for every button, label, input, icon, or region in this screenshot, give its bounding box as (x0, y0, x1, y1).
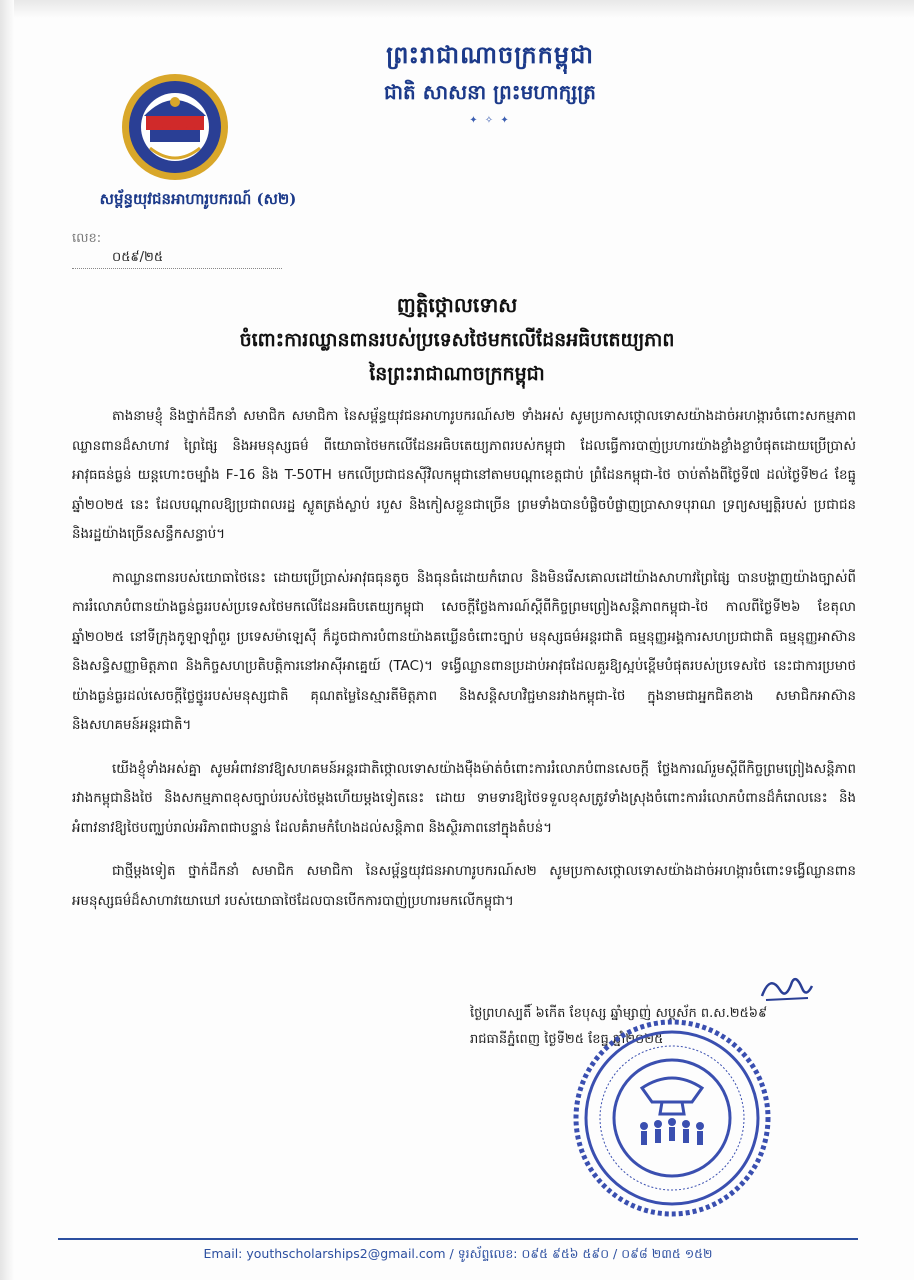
document-title (60, 292, 854, 390)
paragraph-3: យើងខ្ញុំទាំងអស់គ្នា សូមអំពាវនាវឱ្យសហគមន៍អន្តរជាតិថ្កោលទោសយ៉ាងម៉ឺងម៉ាត់ចំពោះការរំលោភបំពានសេចក្តី ថ្លែងការណ៍រួមស្តីពីកិច្ចព្រមព្រៀងសន្តិភាពរវាងកម្ពុជានិងថៃ និងសកម្មភាពខុសច្បាប់របស់ថៃម្តងហើយម្តងទៀតនេះ ដោយ ទាមទារឱ្យថៃទទួលខុសត្រូវទាំងស្រុងចំពោះការរំលោភបំពានដ៏កំរោលនេះ និងអំពាវនាវឱ្យថៃបញ្ឈប់រាល់អរិភាពជាបន្ទាន់ ដែលគំរាមកំហែងដល់សន្តិភាព និងស្ថិរភាពនៅក្នុងតំបន់។ (72, 761, 856, 836)
header-ornament: ✦ ✧ ✦ (469, 115, 511, 126)
title-line-2: ចំពោះការឈ្លានពានរបស់ប្រទេសថៃមកលើដែនអធិបតេយ្យភាព (239, 329, 675, 351)
kingdom-header (340, 40, 640, 126)
document-body (72, 402, 856, 930)
reference-number-line (72, 230, 312, 269)
organization-name: សម្ព័ន្ធយុវជនអាហារូបករណ៍ (ស២) (99, 190, 297, 208)
reference-label: លេខ: (72, 231, 102, 246)
kingdom-name: ព្រះរាជាណាចក្រកម្ពុជា (386, 40, 594, 69)
scan-shadow-top (0, 0, 914, 18)
organization-emblem (120, 72, 230, 182)
national-motto: ជាតិ សាសនា ព្រះមហាក្សត្រ (384, 80, 596, 104)
footer-divider (58, 1238, 858, 1240)
paragraph-2: កាឈ្លានពានរបស់យោធាថៃនេះ ដោយប្រើប្រាស់អាវុធធុនតូច និងធុនធំដោយកំរោល និងមិនរើសគោលដៅយ៉ាងសាហាវព្រៃផ្សៃ បានបង្ហាញយ៉ាងច្បាស់ពីការរំលោភបំពានយ៉ាងធ្ងន់ធ្ងររបស់ប្រទេសថៃមកលើដែនអធិបតេយ្យកម្ពុជា សេចក្តីថ្លែងការណ៍ស្តីពីកិច្ចព្រមព្រៀងសន្តិភាពកម្ពុជា-ថៃ កាលពីថ្ងៃទី២៦ ខែតុលា ឆ្នាំ២០២៥ នៅទីក្រុងកូឡាឡាំពួរ ប្រទេសម៉ាឡេស៊ី ក៏ដូចជាការបំពានយ៉ាងគឃ្លើនចំពោះច្បាប់ មនុស្សធម៌អន្តរជាតិ ធម្មនុញ្ញអង្គការសហប្រជាជាតិ ធម្មនុញ្ញអាស៊ាន និងសន្ធិសញ្ញាមិត្តភាព និងកិច្ចសហប្រតិបត្តិការនៅអាស៊ីអាគ្នេយ៍ (TAC)។ ទង្វើឈ្លានពានប្រដាប់អាវុធដែលគួរឱ្យស្អប់ខ្ពើមបំផុតរបស់ប្រទេសថៃ នេះជាការប្រមាថយ៉ាងធ្ងន់ធ្ងរដល់សេចក្តីថ្លៃថ្នូររបស់មនុស្សជាតិ គុណតម្លៃនៃស្មារតីមិត្តភាព និងសន្តិសហវិជ្ជមានរវាងកម្ពុជា-ថៃ ក្នុងនាមជាអ្នកជិតខាង សមាជិកអាស៊ាន និងសហគមន៍អន្តរជាតិ។ (72, 570, 856, 733)
lunar-date: ថ្ងៃព្រហស្បតិ៍ ៦កើត ខែបុស្ស ឆ្នាំម្សាញ់ សប្តស័ក ព.ស.២៥៦៩ (470, 1006, 768, 1021)
scan-shadow-left (0, 0, 14, 1280)
paragraph-4: ជាថ្មីម្តងទៀត ថ្នាក់ដឹកនាំ សមាជិក សមាជិកា នៃសម្ព័ន្ធយុវជនអាហារូបករណ៍ស២ សូមប្រកាសថ្កោលទោសយ៉ាងដាច់អហង្ការចំពោះទង្វើឈ្លានពានអមនុស្សធម៌ដ៏សាហាវយោឃៅ របស់យោធាថៃដែលបានបើកការបាញ់ប្រហារមកលើកម្ពុជា។ (72, 864, 856, 909)
footer-contact: Email: youthscholarships2@gmail.com / ទូរស័ព្ទលេខ: ០៩៥ ៩៥៦ ៥៩០ / ០៩៨ ២៣៥ ១៥២ (203, 1246, 713, 1261)
title-line-1: ញត្តិថ្កោលទោស (396, 293, 518, 317)
paragraph-1: តាងនាមខ្ញុំ និងថ្នាក់ដឹកនាំ សមាជិក សមាជិកា នៃសម្ព័ន្ធយុវជនអាហារូបករណ៍ស២ ទាំងអស់ សូមប្រកាសថ្កោលទោសយ៉ាងដាច់អហង្ការចំពោះសកម្មភាពឈ្លានពានដ៏សាហាវ ព្រៃផ្សៃ និងអមនុស្សធម៌ ពីយោធាថៃមកលើដែនអធិបតេយ្យភាពរបស់កម្ពុជា ដែលធ្វើការបាញ់ប្រហារយ៉ាងខ្លាំងខ្លាបំផុតដោយប្រើប្រាស់ អាវុធធន់ធ្ងន់ យន្តហោះចម្បាំង F-16 និង T-50TH មកលើប្រជាជនស៊ីវិលកម្ពុជានៅតាមបណ្តាខេត្តជាប់ ព្រំដែនកម្ពុជា-ថៃ ចាប់តាំងពីថ្ងៃទី៧ ដល់ថ្ងៃទី២៤ ខែធ្នូ ឆ្នាំ២០២៥ នេះ ដែលបណ្តាលឱ្យប្រជាពលរដ្ឋ ស្លូតត្រង់ស្លាប់ របួស និងកៀសខ្លួនជាច្រើន ព្រមទាំងបានបំផ្លិចបំផ្លាញប្រាសាទបុរាណ ទ្រព្យសម្បត្តិរបស់ ប្រជាជន និងរដ្ឋយ៉ាងច្រើនសន្ធឹកសន្ធាប់។ (72, 409, 856, 542)
title-line-3: នៃព្រះរាជាណាចក្រកម្ពុជា (369, 363, 545, 385)
official-seal (572, 1018, 772, 1218)
solar-date: រាជធានីភ្នំពេញ ថ្ងៃទី២៥ ខែធ្នូ ឆ្នាំ២០២៥ (470, 1032, 664, 1047)
reference-number: ០៥៩/២៥ (72, 249, 282, 269)
